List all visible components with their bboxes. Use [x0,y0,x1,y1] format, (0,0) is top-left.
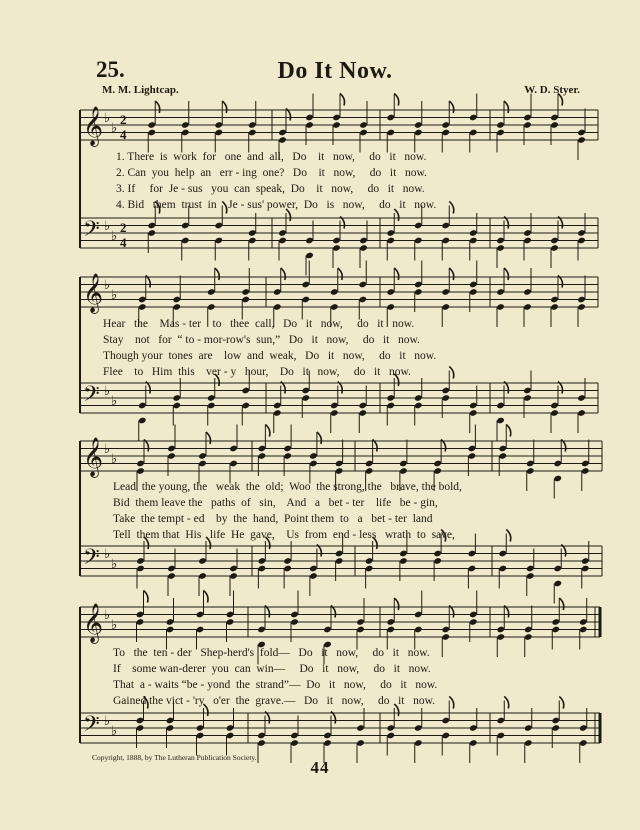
flat-icon: ♭ [111,557,118,572]
note-flag [340,94,345,106]
note-flag [204,591,209,603]
time-signature-bottom: 4 [120,235,127,250]
flat-icon: ♭ [111,229,118,244]
composer-credit: W. D. Styer. [524,84,580,96]
note-flag [449,202,454,214]
flat-icon: ♭ [111,618,118,633]
lyric-line: 3. If for Je - sus you can speak, Do it now, do it now. [116,183,425,195]
note-flag [504,697,509,709]
page-number: 44 [310,758,330,777]
treble-clef-icon: 𝄞 [83,603,104,643]
lyric-line: 4. Bid them trust in Je - sus' power, Do is now, do it now. [116,199,437,211]
lyric-line: Though your tones are low and weak, Do it now, do it now. [103,350,437,362]
treble-clef-icon: 𝄞 [83,106,104,146]
time-signature-top: 2 [120,112,127,127]
flat-icon: ♭ [104,111,111,126]
note-flag [559,697,564,709]
treble-clef-icon: 𝄞 [83,273,104,313]
note-flag [394,268,399,280]
flat-icon: ♭ [111,452,118,467]
note-flag [317,432,322,444]
note-flag [206,432,211,444]
note-flag [144,591,149,603]
note-flag [506,530,511,542]
flat-icon: ♭ [111,288,118,303]
note-flag [504,101,509,113]
flat-icon: ♭ [104,384,111,399]
flat-icon: ♭ [104,442,111,457]
flat-icon: ♭ [104,219,111,234]
hymn-title-text: Do It Now. [277,58,393,84]
lyric-line: Gained the vict - 'ry o'er the grave.— Do it now, do it now. [113,695,436,707]
note-flag [449,101,454,113]
note-flag [338,268,343,280]
copyright-notice: Copyright, 1888, by The Lutheran Publication Society. [92,753,257,762]
note-flag [281,268,286,280]
lyric-line: Bid them leave the paths of sin, And a bet - ter life be - gin, [113,497,438,509]
lyric-line: To the ten - der Shep-herd's fold— Do it now, do it now. [113,647,430,659]
time-signature-top: 2 [120,220,127,235]
lyric-line: Take the tempt - ed by the hand, Point them to a bet - ter land [113,513,433,525]
flat-icon: ♭ [104,547,111,562]
note-flag [559,598,564,610]
bass-clef-icon: 𝄢 [83,382,100,412]
note-flag [394,598,399,610]
flat-icon: ♭ [104,608,111,623]
note-flag [265,425,270,437]
flat-icon: ♭ [111,394,118,409]
note-flag [222,101,227,113]
hymn-number: 25. [96,57,125,82]
note-flag [215,268,220,280]
note-flag [394,94,399,106]
lyric-line: Flee to Him this ver - y hour, Do it now, do it now. [103,366,411,378]
lyric-line: Hear the Mas - ter to thee call, Do it now, do it now. [103,318,415,330]
lyric-line: That a - waits “be - yond the strand”— Do it now, do it now. [113,679,438,691]
note-flag [449,367,454,379]
bass-clef-icon: 𝄢 [83,545,100,575]
flat-icon: ♭ [104,278,111,293]
flat-icon: ♭ [111,121,118,136]
flat-icon: ♭ [104,714,111,729]
lyric-line: If some wan-derer you can win— Do it now, do it now. [113,663,431,675]
lyric-line: Stay not for “ to - mor-row's sun,” Do it now, do it now. [103,334,420,346]
lyricist-credit: M. M. Lightcap. [102,84,179,96]
note-flag [558,94,563,106]
bass-clef-icon: 𝄢 [83,217,100,247]
note-flag [449,697,454,709]
treble-clef-icon: 𝄞 [83,437,104,477]
time-signature-bottom: 4 [120,127,127,142]
lyric-line: 1. There is work for one and all, Do it now, do it now. [116,151,427,163]
note-flag [449,268,454,280]
lyric-line: Lead the young, the weak the old; Woo the strong, the brave, the bold, [113,481,462,493]
lyric-line: Tell them that His life He gave, Us from end - less wrath to save, [113,529,455,541]
lyric-line: 2. Can you help an err - ing one? Do it now, do it now. [116,167,427,179]
flat-icon: ♭ [111,724,118,739]
bass-clef-icon: 𝄢 [83,712,100,742]
note-flag [506,425,511,437]
note-flag [155,101,160,113]
note-flag [504,268,509,280]
